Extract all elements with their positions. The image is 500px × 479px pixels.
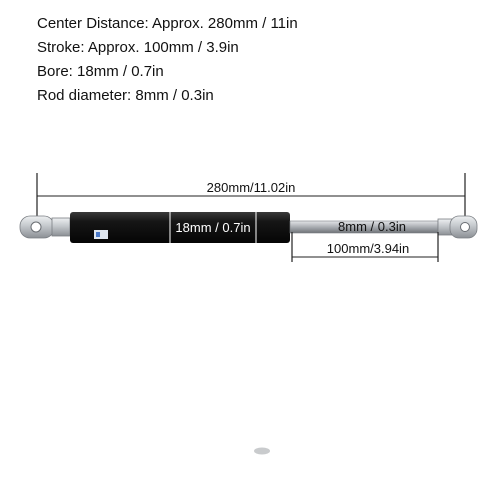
stroke-dimension <box>292 232 438 262</box>
right-eye-hole <box>461 223 470 232</box>
bottom-artifact <box>254 448 270 455</box>
stroke-label: 100mm/3.94in <box>326 241 410 256</box>
left-eye-hole <box>31 222 41 232</box>
rod-diameter-label: 8mm / 0.3in <box>338 219 406 234</box>
center-distance-label: 280mm/11.02in <box>206 180 296 195</box>
spec-stroke: Stroke: Approx. 100mm / 3.9in <box>37 39 239 56</box>
decal-mark <box>96 232 100 237</box>
spec-rod-diameter: Rod diameter: 8mm / 0.3in <box>37 87 214 104</box>
spec-bore: Bore: 18mm / 0.7in <box>37 63 164 80</box>
bore-label: 18mm / 0.7in <box>175 220 251 235</box>
spec-center-distance: Center Distance: Approx. 280mm / 11in <box>37 15 298 32</box>
gas-strut <box>20 212 477 243</box>
left-collar <box>52 218 70 236</box>
